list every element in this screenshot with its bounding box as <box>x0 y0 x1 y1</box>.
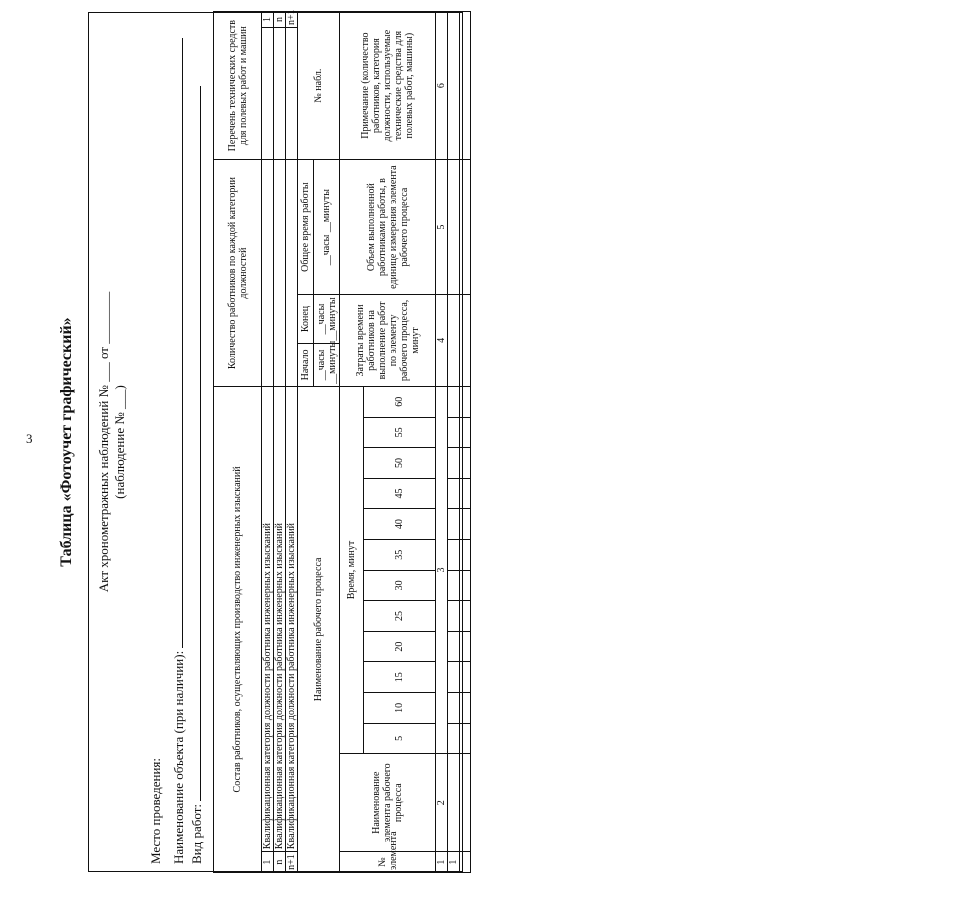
time-tick: 55 <box>364 417 436 448</box>
count-cell <box>262 160 274 387</box>
table-cell <box>460 295 471 387</box>
table-cell <box>460 478 471 509</box>
time-minutes-header: Время, минут <box>340 386 364 753</box>
time-tick: 40 <box>364 509 436 540</box>
count-header: Количество работников по каждой категории должностей <box>214 160 262 387</box>
total-time-label: Общее время работы <box>298 160 314 295</box>
column-number: 1 <box>436 852 448 873</box>
table-cell <box>460 539 471 570</box>
table-cell <box>460 601 471 632</box>
table-cell <box>448 509 460 540</box>
start-label: Начало <box>298 343 314 386</box>
time-tick: 30 <box>364 570 436 601</box>
time-tick: 60 <box>364 386 436 417</box>
page-number: 3 <box>26 431 33 446</box>
observation-line: (наблюдение № ___) <box>112 385 127 499</box>
object-line <box>170 38 183 648</box>
tool-cell <box>274 28 286 160</box>
composition-row-num: 1 <box>262 852 274 873</box>
object-label: Наименование объекта (при наличии): <box>171 650 186 864</box>
element-name-header: Наименование элемента рабочего процесса <box>340 754 436 852</box>
column-number: 3 <box>436 386 448 753</box>
composition-header: Состав работников, осуществляющих производство инженерных изысканий <box>214 386 262 872</box>
labor-time-header: Затраты времени работников на выполнение работ по элементу рабочего процесса, минут <box>340 295 436 387</box>
table-row <box>460 12 471 873</box>
table-cell <box>460 662 471 693</box>
composition-row-label: Квалификационная категория должности работника инженерных изысканий <box>274 386 286 851</box>
table-cell <box>460 570 471 601</box>
time-tick: 10 <box>364 693 436 724</box>
count-cell <box>286 160 298 387</box>
time-tick: 15 <box>364 662 436 693</box>
object-field <box>170 38 187 864</box>
composition-row-num: n <box>274 852 286 873</box>
tool-cell <box>262 28 274 160</box>
table-cell <box>460 509 471 540</box>
time-tick: 35 <box>364 539 436 570</box>
time-tick: 5 <box>364 723 436 754</box>
rotated-page <box>58 9 963 870</box>
observation-number-label: № набл. <box>298 12 340 160</box>
table-cell <box>448 723 460 754</box>
time-tick: 45 <box>364 478 436 509</box>
place-label: Место проведения: <box>148 757 163 864</box>
column-number: 2 <box>436 754 448 852</box>
table-cell <box>448 754 460 852</box>
table-cell <box>448 386 460 417</box>
place-field <box>148 758 164 864</box>
table-cell <box>460 631 471 662</box>
table-cell <box>448 662 460 693</box>
time-tick: 20 <box>364 631 436 662</box>
table-cell <box>448 478 460 509</box>
act-line: Акт хронометражных наблюдений № ___ от ________ <box>96 291 111 593</box>
photo-record-table <box>213 11 471 873</box>
table-cell <box>448 12 460 160</box>
composition-row-label: Квалификационная категория должности работника инженерных изысканий <box>286 386 298 851</box>
end-time-value: __часы __минуты <box>314 295 340 344</box>
table-cell <box>460 852 471 873</box>
composition-row-label: Квалификационная категория должности работника инженерных изысканий <box>262 386 274 851</box>
column-number: 6 <box>436 12 448 160</box>
table-cell <box>460 160 471 295</box>
start-time-value: __часы __минуты <box>314 343 340 386</box>
volume-header: Объем выполненной работниками работы, в единице измерения элемента рабочего процесса <box>340 160 436 295</box>
process-name-header: Наименование рабочего процесса <box>298 386 340 872</box>
count-cell <box>274 160 286 387</box>
table-cell <box>460 417 471 448</box>
table-cell <box>448 539 460 570</box>
tools-header: Перечень технических средств для полевых работ и машин <box>214 12 262 160</box>
tool-index: 1 <box>262 12 274 28</box>
table-cell <box>460 754 471 852</box>
document-title: Таблица «Фотоучет графический» <box>58 317 75 567</box>
time-tick: 25 <box>364 601 436 632</box>
table-cell <box>460 448 471 479</box>
tool-index: n <box>274 12 286 28</box>
table-cell <box>448 693 460 724</box>
table-cell <box>460 723 471 754</box>
tool-cell <box>286 28 298 160</box>
table-cell <box>448 570 460 601</box>
note-header: Примечание (количество работников, категория должности, используемые технические средства для полевых работ, машины) <box>340 12 436 160</box>
time-tick: 50 <box>364 448 436 479</box>
table-cell <box>448 631 460 662</box>
work-type-line <box>188 86 201 801</box>
column-number: 4 <box>436 295 448 387</box>
total-time-value: __часы __минуты <box>314 160 340 295</box>
table-cell <box>448 295 460 387</box>
row-number: 1 <box>448 852 460 873</box>
table-cell <box>460 693 471 724</box>
table-cell <box>460 386 471 417</box>
table-cell <box>448 417 460 448</box>
composition-row-num: n+1 <box>286 852 298 873</box>
table-cell <box>448 601 460 632</box>
end-label: Конец <box>298 295 314 344</box>
table-cell <box>448 448 460 479</box>
tool-index: n+1 <box>286 12 298 28</box>
column-number: 5 <box>436 160 448 295</box>
table-row <box>448 12 460 873</box>
landscape-sheet <box>58 9 478 872</box>
table-cell <box>460 12 471 160</box>
work-type-label: Вид работ: <box>189 804 204 864</box>
table-cell <box>448 160 460 295</box>
element-number-header: № элемента <box>340 852 436 873</box>
work-type-field <box>188 86 205 864</box>
